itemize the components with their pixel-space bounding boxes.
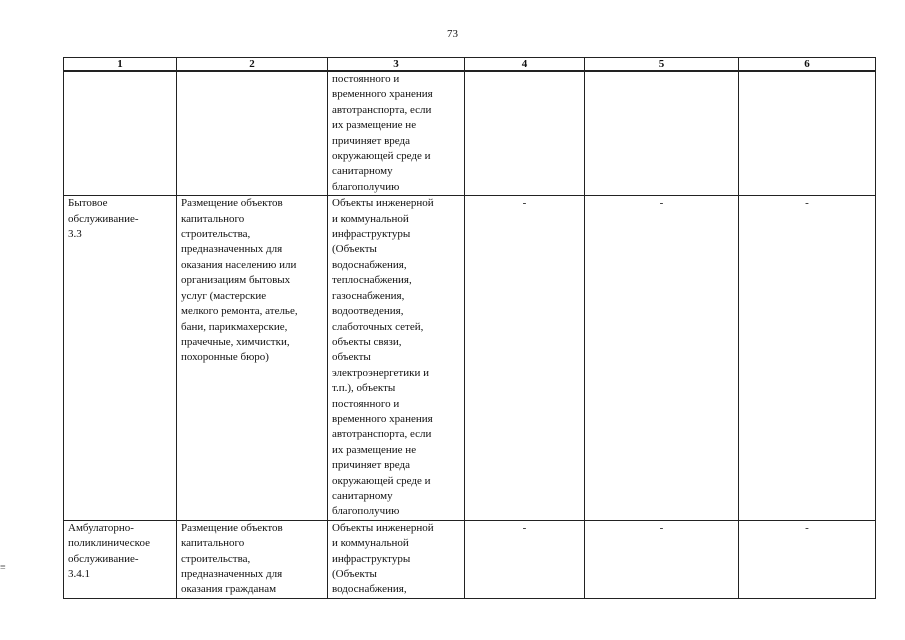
row-3-col5: -: [585, 520, 739, 598]
column-header-1: 1: [64, 58, 177, 72]
row-3-description: Размещение объектов капитального строительства, предназначенных для оказания гражданам: [177, 520, 328, 598]
column-header-4: 4: [465, 58, 585, 72]
column-header-6: 6: [739, 58, 876, 72]
row-3-use-type: Амбулаторно- поликлиническое обслуживание- 3.4.1: [64, 520, 177, 598]
row-2-description: Размещение объектов капитального строительства, предназначенных для оказания населению или организациям бытовых услуг (мастерские мелкого ремонта, ателье, бани, парикмахерские, прачечные, химчистки, похоронные бюро): [177, 196, 328, 521]
table-row: [64, 71, 876, 196]
regulations-table: [63, 57, 876, 599]
row-3-auxiliary-uses: Объекты инженерной и коммунальной инфраструктуры (Объекты водоснабжения,: [328, 520, 465, 598]
page-number: 73: [447, 28, 458, 40]
row-1-use-type: [64, 71, 177, 196]
row-2-col6: -: [739, 196, 876, 521]
row-1-auxiliary-uses: постоянного и временного хранения автотранспорта, если их размещение не причиняет вреда окружающей среде и санитарному благополучию: [328, 71, 465, 196]
column-header-2: 2: [177, 58, 328, 72]
column-header-3: 3: [328, 58, 465, 72]
row-1-col4: [465, 71, 585, 196]
row-3-col6: -: [739, 520, 876, 598]
row-2-auxiliary-uses: Объекты инженерной и коммунальной инфраструктуры (Объекты водоснабжения, теплоснабжения, газоснабжения, водоотведения, слаботочных сетей, объекты связи, объекты электроэнергетики и т.п.), объекты постоянного и временного хранения автотранспорта, если их размещение не причиняет вреда окружающей среде и санитарному благополучию: [328, 196, 465, 521]
row-1-description: [177, 71, 328, 196]
row-1-col6: [739, 71, 876, 196]
row-1-col5: [585, 71, 739, 196]
table-row: [64, 196, 876, 521]
row-2-col5: -: [585, 196, 739, 521]
row-3-col4: -: [465, 520, 585, 598]
table-row: [64, 520, 876, 598]
column-header-5: 5: [585, 58, 739, 72]
margin-mark: ≡: [0, 562, 6, 573]
row-2-col4: -: [465, 196, 585, 521]
table-header-row: [64, 58, 876, 72]
row-2-use-type: Бытовое обслуживание- 3.3: [64, 196, 177, 521]
